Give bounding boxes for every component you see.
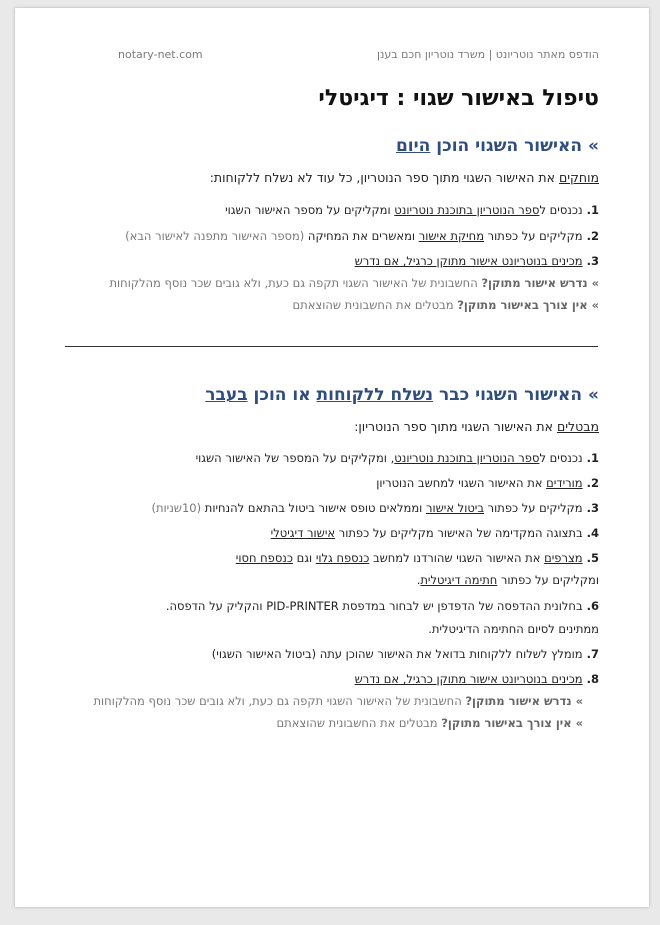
step-text: מומלץ לשלוח ללקוחות בדואל את האישור שהוכן עתה (ביטול האישור השגוי) — [211, 647, 583, 661]
section2-heading-text: » האישור השגוי כבר — [433, 385, 599, 405]
step-text: ממתינים לסיום החתימה הדיגיטלית. — [428, 622, 599, 636]
section2-step-8 — [355, 672, 599, 686]
step-number: 8. — [586, 672, 599, 686]
section1-heading-link[interactable]: היום — [395, 136, 431, 156]
section2-step-2 — [376, 476, 599, 490]
note-label: » אין צורך באישור מתוקן? — [441, 716, 583, 730]
step-text: ומאשרים את המחיקה — [304, 229, 419, 243]
note-text: החשבונית של האישור השגוי תקפה גם כעת, ולא גובים שכר נוסף מהלקוחות — [109, 276, 482, 290]
step-text: וממלאים טופס אישור ביטול בהתאם להנחיות — [201, 501, 426, 515]
note-label: » נדרש אישור מתוקן? — [465, 694, 583, 708]
delete-approval-link[interactable]: מחיקת אישור — [418, 229, 485, 243]
section1-heading-text: » האישור השגוי הוכן — [436, 136, 599, 156]
step-number: 7. — [586, 647, 599, 661]
step-number: 4. — [586, 526, 599, 540]
visible-appendix-link[interactable]: כנספח גלוי — [315, 551, 370, 565]
section2-step-5 — [236, 551, 599, 565]
digital-signature-link[interactable]: חתימה דיגיטלית — [420, 573, 498, 587]
prepare-corrected-link[interactable]: מכינים בנוטריונט אישור מתוקן כרגיל, אם נדרש — [354, 672, 583, 686]
step-number: 6. — [586, 599, 599, 613]
step-text: , ומקליקים על המספר של האישור השגוי — [195, 451, 395, 465]
document-page — [15, 8, 649, 907]
sent-to-clients-link[interactable]: נשלח ללקוחות — [316, 385, 434, 405]
section1-heading — [396, 136, 599, 156]
note-label: » נדרש אישור מתוקן? — [481, 276, 599, 290]
step-text: ומקליקים על מספר האישור השגוי — [225, 203, 395, 217]
section2-step-7 — [212, 647, 599, 661]
section-divider — [65, 346, 598, 347]
section2-step-5-cont — [417, 573, 599, 587]
section2-step-3 — [151, 501, 599, 515]
step-number: 5. — [586, 551, 599, 565]
section2-intro — [354, 419, 599, 434]
section2-intro-text: את האישור השגוי מתוך ספר הנוטריון: — [354, 419, 557, 434]
note-text: החשבונית של האישור השגוי תקפה גם כעת, ולא גובים שכר נוסף מהלקוחות — [93, 694, 466, 708]
section2-heading — [205, 385, 599, 405]
step-text: בחלונית ההדפסה של הדפדפן יש לבחור במדפסת PID-PRINTER והקליק על הדפסה. — [165, 599, 583, 613]
step-text: נכנסים ל — [539, 451, 583, 465]
step-text: את האישור השגוי למחשב הנוטריון — [376, 476, 547, 490]
step-number: 2. — [586, 476, 599, 490]
section1-step-1 — [225, 203, 599, 217]
page-title: טיפול באישור שגוי : דיגיטלי — [318, 86, 599, 111]
section1-intro-text: את האישור השגוי מתוך ספר הנוטריון, כל עוד לא נשלח ללקוחות: — [209, 170, 559, 185]
note-text: מבטלים את החשבונית שהוצאתם — [292, 298, 458, 312]
step-text: . — [416, 573, 421, 587]
step-text: ומקליקים על כפתור — [497, 573, 599, 587]
section2-step-6-cont — [428, 622, 599, 636]
section2-heading-text: או הוכן — [247, 385, 317, 405]
section1-step-3 — [355, 254, 599, 268]
notary-book-link[interactable]: ספר הנוטריון בתוכנת נוטריונט — [394, 451, 540, 465]
hidden-appendix-link[interactable]: כנספח חסוי — [235, 551, 293, 565]
section2-step-1 — [196, 451, 599, 465]
section1-intro — [210, 170, 599, 185]
step-text: מקליקים על כפתור — [484, 229, 583, 243]
prepare-corrected-link[interactable]: מכינים בנוטריונט אישור מתוקן כרגיל, אם נדרש — [354, 254, 583, 268]
notary-book-link[interactable]: ספר הנוטריון בתוכנת נוטריונט — [394, 203, 540, 217]
step-note: (10שניות) — [151, 501, 202, 515]
attach-link[interactable]: מצרפים — [544, 551, 583, 565]
step-number: 2. — [586, 229, 599, 243]
section2-step-4 — [271, 526, 599, 540]
past-link[interactable]: בעבר — [205, 385, 248, 405]
step-text: את האישור השגוי שהורדנו למחשב — [369, 551, 545, 565]
cancel-approval-link[interactable]: ביטול אישור — [425, 501, 485, 515]
step-text: וגם — [292, 551, 316, 565]
step-text: מקליקים על כפתור — [484, 501, 583, 515]
step-number: 3. — [586, 501, 599, 515]
step-number: 1. — [586, 203, 599, 217]
section2-step-6 — [166, 599, 599, 613]
step-number: 3. — [586, 254, 599, 268]
cancel-link[interactable]: מבטלים — [556, 419, 599, 434]
step-note: (מספר האישור מתפנה לאישור הבא) — [125, 229, 305, 243]
step-number: 1. — [586, 451, 599, 465]
section2-note-1 — [93, 694, 583, 708]
delete-link[interactable]: מוחקים — [558, 170, 599, 185]
step-text: בתצוגה המקדימה של האישור מקליקים על כפתור — [335, 526, 583, 540]
digital-approval-link[interactable]: אישור דיגיטלי — [270, 526, 336, 540]
step-text: נכנסים ל — [539, 203, 583, 217]
section1-step-2 — [125, 229, 599, 243]
section1-note-1 — [109, 276, 599, 290]
download-link[interactable]: מורידים — [546, 476, 583, 490]
section2-note-2 — [277, 716, 583, 730]
note-label: » אין צורך באישור מתוקן? — [457, 298, 599, 312]
site-url: notary-net.com — [118, 48, 203, 61]
print-header: הודפס מאתר נוטריונט | משרד נוטריון חכם בענן — [376, 48, 599, 61]
note-text: מבטלים את החשבונית שהוצאתם — [276, 716, 442, 730]
section1-note-2 — [293, 298, 599, 312]
